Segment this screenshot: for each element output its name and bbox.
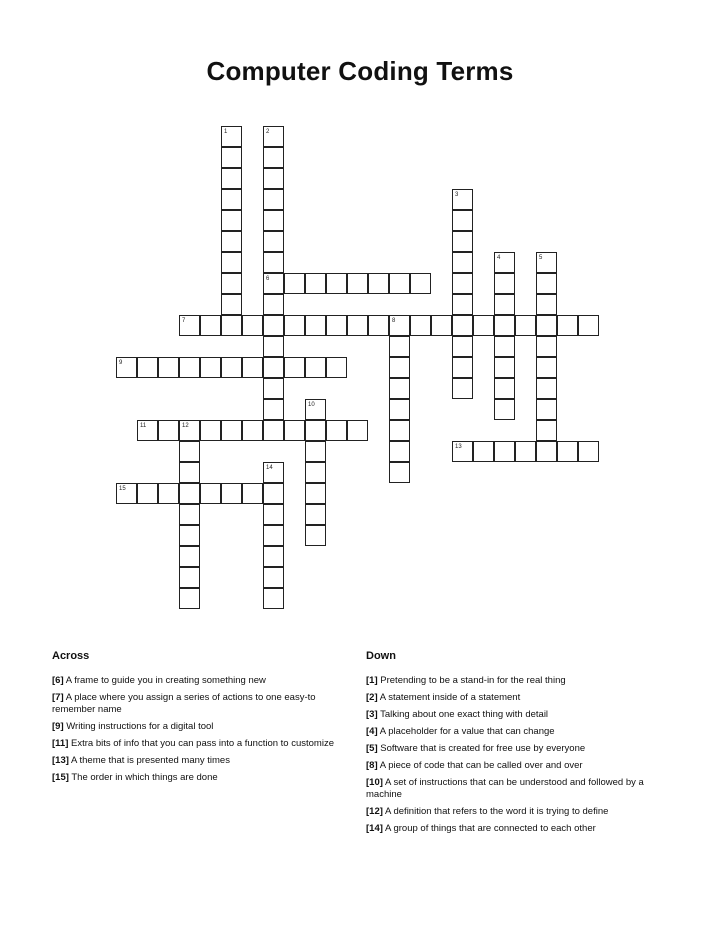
grid-cell[interactable]: [515, 315, 536, 336]
grid-cell[interactable]: [578, 315, 599, 336]
grid-cell[interactable]: [494, 273, 515, 294]
grid-cell[interactable]: [305, 273, 326, 294]
grid-cell[interactable]: [263, 294, 284, 315]
grid-cell[interactable]: [494, 441, 515, 462]
grid-cell[interactable]: [452, 378, 473, 399]
grid-cell[interactable]: [368, 273, 389, 294]
clue-number: 9: [119, 360, 123, 366]
clue-down: [3] Talking about one exact thing with detail: [366, 709, 549, 720]
clue-number: 10: [308, 402, 315, 408]
grid-cell[interactable]: [326, 357, 347, 378]
grid-cell[interactable]: [179, 546, 200, 567]
grid-cell[interactable]: [221, 294, 242, 315]
grid-cell[interactable]: [347, 273, 368, 294]
clue-number: 3: [455, 192, 459, 198]
grid-cell[interactable]: [389, 462, 410, 483]
grid-cell[interactable]: [389, 378, 410, 399]
grid-cell[interactable]: [263, 567, 284, 588]
grid-cell[interactable]: [536, 336, 557, 357]
grid-cell[interactable]: [221, 168, 242, 189]
clue-down: [1] Pretending to be a stand-in for the real thing: [366, 675, 566, 686]
grid-cell[interactable]: [200, 315, 221, 336]
grid-cell[interactable]: [389, 273, 410, 294]
grid-cell[interactable]: [494, 399, 515, 420]
grid-cell[interactable]: [452, 336, 473, 357]
grid-cell[interactable]: [347, 420, 368, 441]
grid-cell[interactable]: [200, 420, 221, 441]
grid-cell[interactable]: [263, 504, 284, 525]
clue-number: 12: [182, 423, 189, 429]
grid-cell[interactable]: [284, 357, 305, 378]
clue-across: [9] Writing instructions for a digital tool: [52, 721, 214, 732]
grid-cell[interactable]: [284, 420, 305, 441]
grid-cell[interactable]: [536, 399, 557, 420]
grid-cell[interactable]: [263, 588, 284, 609]
grid-cell[interactable]: [473, 315, 494, 336]
grid-cell[interactable]: [557, 315, 578, 336]
grid-cell[interactable]: [494, 357, 515, 378]
grid-cell[interactable]: [557, 441, 578, 462]
grid-cell[interactable]: [242, 315, 263, 336]
grid-cell[interactable]: [200, 357, 221, 378]
grid-cell[interactable]: [263, 210, 284, 231]
grid-cell[interactable]: [221, 252, 242, 273]
grid-cell[interactable]: [263, 420, 284, 441]
clue-across: [15] The order in which things are done: [52, 772, 218, 783]
grid-cell[interactable]: [284, 315, 305, 336]
down-heading: Down: [366, 650, 396, 662]
clue-number: 14: [266, 465, 273, 471]
grid-cell[interactable]: [305, 420, 326, 441]
grid-cell[interactable]: [494, 315, 515, 336]
clue-down: [2] A statement inside of a statement: [366, 692, 521, 703]
grid-cell[interactable]: [221, 420, 242, 441]
clue-number: 6: [266, 276, 270, 282]
grid-cell[interactable]: [389, 357, 410, 378]
grid-cell[interactable]: [221, 315, 242, 336]
grid-cell[interactable]: [452, 252, 473, 273]
grid-cell[interactable]: [536, 357, 557, 378]
grid-cell[interactable]: [137, 357, 158, 378]
grid-cell[interactable]: [221, 483, 242, 504]
grid-cell[interactable]: [452, 210, 473, 231]
grid-cell[interactable]: [179, 483, 200, 504]
grid-cell[interactable]: [221, 210, 242, 231]
grid-cell[interactable]: [263, 336, 284, 357]
grid-cell[interactable]: [305, 315, 326, 336]
grid-cell[interactable]: [263, 546, 284, 567]
grid-cell[interactable]: [284, 273, 305, 294]
grid-cell[interactable]: [389, 336, 410, 357]
grid-cell[interactable]: [242, 483, 263, 504]
grid-cell[interactable]: [137, 483, 158, 504]
grid-cell[interactable]: [158, 357, 179, 378]
grid-cell[interactable]: [452, 273, 473, 294]
clue-number: 1: [224, 129, 228, 135]
clue-down: [14] A group of things that are connected to each other: [366, 823, 596, 834]
grid-cell[interactable]: [158, 483, 179, 504]
grid-cell[interactable]: [326, 315, 347, 336]
grid-cell[interactable]: [536, 420, 557, 441]
grid-cell[interactable]: [305, 462, 326, 483]
grid-cell[interactable]: [263, 231, 284, 252]
grid-cell[interactable]: [179, 357, 200, 378]
clue-number: 4: [497, 255, 501, 261]
clue-across: [6] A frame to guide you in creating something new: [52, 675, 266, 686]
clue-down: [4] A placeholder for a value that can change: [366, 726, 555, 737]
clue-down: [10] A set of instructions that can be understood and followed by a machine: [366, 777, 644, 800]
grid-cell[interactable]: [536, 315, 557, 336]
grid-cell[interactable]: [263, 189, 284, 210]
across-clue-list: [52, 675, 352, 789]
clue-across: [11] Extra bits of info that you can pass into a function to customize: [52, 738, 334, 749]
grid-cell[interactable]: [536, 378, 557, 399]
grid-cell[interactable]: [221, 189, 242, 210]
clue-across: [7] A place where you assign a series of actions to one easy-to remember name: [52, 692, 316, 715]
grid-cell[interactable]: [536, 273, 557, 294]
grid-cell[interactable]: [179, 588, 200, 609]
grid-cell[interactable]: [515, 441, 536, 462]
clue-number: 5: [539, 255, 543, 261]
grid-cell[interactable]: [536, 294, 557, 315]
grid-cell[interactable]: [179, 567, 200, 588]
clue-number: 7: [182, 318, 186, 324]
grid-cell[interactable]: [494, 336, 515, 357]
grid-cell[interactable]: [452, 315, 473, 336]
grid-cell[interactable]: [221, 357, 242, 378]
grid-cell[interactable]: [179, 504, 200, 525]
grid-cell[interactable]: [179, 462, 200, 483]
grid-cell[interactable]: [242, 420, 263, 441]
grid-cell[interactable]: [263, 525, 284, 546]
grid-cell[interactable]: [179, 525, 200, 546]
grid-cell[interactable]: [536, 441, 557, 462]
grid-cell[interactable]: [473, 441, 494, 462]
clue-number: 2: [266, 129, 270, 135]
grid-cell[interactable]: [263, 168, 284, 189]
grid-cell[interactable]: [452, 357, 473, 378]
grid-cell[interactable]: [305, 441, 326, 462]
grid-cell[interactable]: [389, 441, 410, 462]
clue-number: 13: [455, 444, 462, 450]
grid-cell[interactable]: [578, 441, 599, 462]
grid-cell[interactable]: [494, 378, 515, 399]
grid-cell[interactable]: [452, 231, 473, 252]
grid-cell[interactable]: [305, 357, 326, 378]
grid-cell[interactable]: [305, 525, 326, 546]
grid-cell[interactable]: [389, 399, 410, 420]
grid-cell[interactable]: [326, 420, 347, 441]
grid-cell[interactable]: [410, 315, 431, 336]
grid-cell[interactable]: [494, 294, 515, 315]
grid-cell[interactable]: [326, 273, 347, 294]
grid-cell[interactable]: [263, 252, 284, 273]
grid-cell[interactable]: [221, 147, 242, 168]
grid-cell[interactable]: [242, 357, 263, 378]
grid-cell[interactable]: [200, 483, 221, 504]
clue-down: [5] Software that is created for free use by everyone: [366, 743, 586, 754]
grid-cell[interactable]: [221, 273, 242, 294]
grid-cell[interactable]: [179, 441, 200, 462]
grid-cell[interactable]: [389, 420, 410, 441]
clue-across: [13] A theme that is presented many times: [52, 755, 230, 766]
grid-cell[interactable]: [263, 483, 284, 504]
grid-cell[interactable]: [263, 399, 284, 420]
grid-cell[interactable]: [158, 420, 179, 441]
grid-cell[interactable]: [221, 231, 242, 252]
page-title: Computer Coding Terms: [206, 56, 514, 86]
clue-number: 15: [119, 486, 126, 492]
grid-cell[interactable]: [263, 315, 284, 336]
across-heading: Across: [52, 650, 90, 662]
clue-down: [8] A piece of code that can be called over and over: [366, 760, 583, 771]
clue-down: [12] A definition that refers to the word it is trying to define: [366, 806, 609, 817]
grid-cell[interactable]: [305, 483, 326, 504]
grid-cell[interactable]: [452, 294, 473, 315]
grid-cell[interactable]: [410, 273, 431, 294]
grid-cell[interactable]: [305, 504, 326, 525]
clue-number: 8: [392, 318, 396, 324]
grid-cell[interactable]: [431, 315, 452, 336]
grid-cell[interactable]: [347, 315, 368, 336]
grid-cell[interactable]: [368, 315, 389, 336]
grid-cell[interactable]: [263, 378, 284, 399]
down-clue-list: [366, 675, 666, 840]
grid-cell[interactable]: [263, 357, 284, 378]
clue-number: 11: [140, 423, 147, 429]
grid-cell[interactable]: [263, 147, 284, 168]
